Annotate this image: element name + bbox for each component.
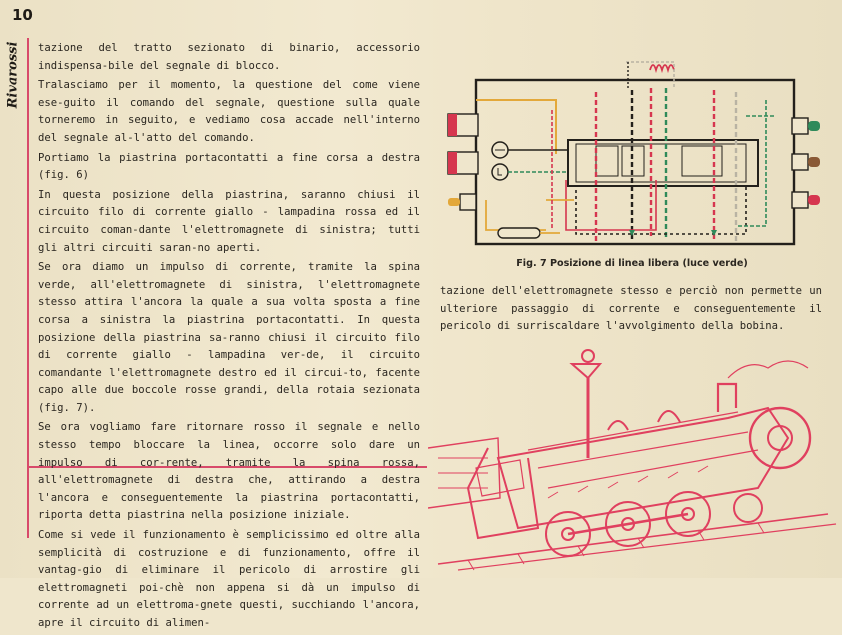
red-socket-icon xyxy=(448,114,478,136)
resistor-icon xyxy=(498,228,560,238)
lamp-icon xyxy=(492,142,508,158)
brown-plug-icon xyxy=(792,154,820,170)
figure-caption: Fig. 7 Posizione di linea libera (luce verde) xyxy=(516,258,748,269)
lamp-icon xyxy=(492,164,508,180)
locomotive-illustration xyxy=(428,338,838,574)
brand-name: Rivarossi xyxy=(5,41,21,109)
right-text-column xyxy=(440,283,822,336)
brand-mark xyxy=(4,40,22,110)
circuit-diagram xyxy=(446,40,828,260)
paragraph: Tralasciamo per il momento, la questione del come viene ese-guito il comando del segnale, questione sulla quale torneremo in seguito, e vediamo cosa accade nell'interno del segnale al-l'atto del comando. xyxy=(38,79,420,144)
page-number: 10 xyxy=(12,6,33,24)
paragraph: In questa posizione della piastrina, saranno chiusi il circuito filo di corrente giallo - lampadina rossa ed il circuito coman-dante l'elettromagnete di sinistra; tutti gli altri circuiti saran-no aperti. xyxy=(38,188,420,254)
red-socket-icon xyxy=(448,152,478,174)
paragraph: tazione del tratto sezionato di binario, accessorio indispensa-bile del segnale di blocco. xyxy=(38,42,420,72)
coil-icon xyxy=(626,62,674,90)
paragraph: Come si vede il funzionamento è semplicissimo ed oltre alla semplicità di costruzione e di funzionamento, offre il vantag-gio di eliminare il pericolo di arrostire gli elettromagneti poi-chè non appena si dà un impulso di corrente ad un elettroma-gnete questi, succhiando l'ancora, apre il circuito di alimen- xyxy=(38,529,420,629)
paragraph: Se ora diamo un impulso di corrente, tramite la spina verde, all'elettromagnete di sinistra, l'elettromagnete stesso attira l'ancora la quale a sua volta sposta a fine corsa a sinistra la piastrina portacontatti. In questa posizione della piastrina sa-ranno chiusi il circuito filo di corrente giallo - lampadina ver-de, il circuito comandante l'elettromagnete destro ed il circui-to, facente capo alle due boccole rosse grandi, della rotaia sezionata (fig. 7). xyxy=(38,261,420,414)
paragraph: Se ora vogliamo fare ritornare rosso il segnale e nello stesso tempo bloccare la linea, occorre solo dare un impulso di cor-rente, tramite la spina rossa, all'elettromagnete di destra che, attirando a destra l'ancora e conseguentemente la piastrina portacontatti, riporta detta piastrina nella posizione iniziale. xyxy=(38,421,420,522)
green-plug-icon xyxy=(792,118,820,134)
paragraph: tazione dell'elettromagnete stesso e perciò non permette un ulteriore passaggio di corrente e conseguentemente il pericolo di surriscaldare l'avvolgimento della bobina. xyxy=(440,285,822,333)
red-plug-icon xyxy=(792,192,820,208)
paragraph: Portiamo la piastrina portacontatti a fine corsa a destra (fig. 6) xyxy=(38,151,420,182)
margin-rule xyxy=(27,38,29,538)
left-text-column xyxy=(38,40,420,635)
yellow-plug-icon xyxy=(448,194,476,210)
